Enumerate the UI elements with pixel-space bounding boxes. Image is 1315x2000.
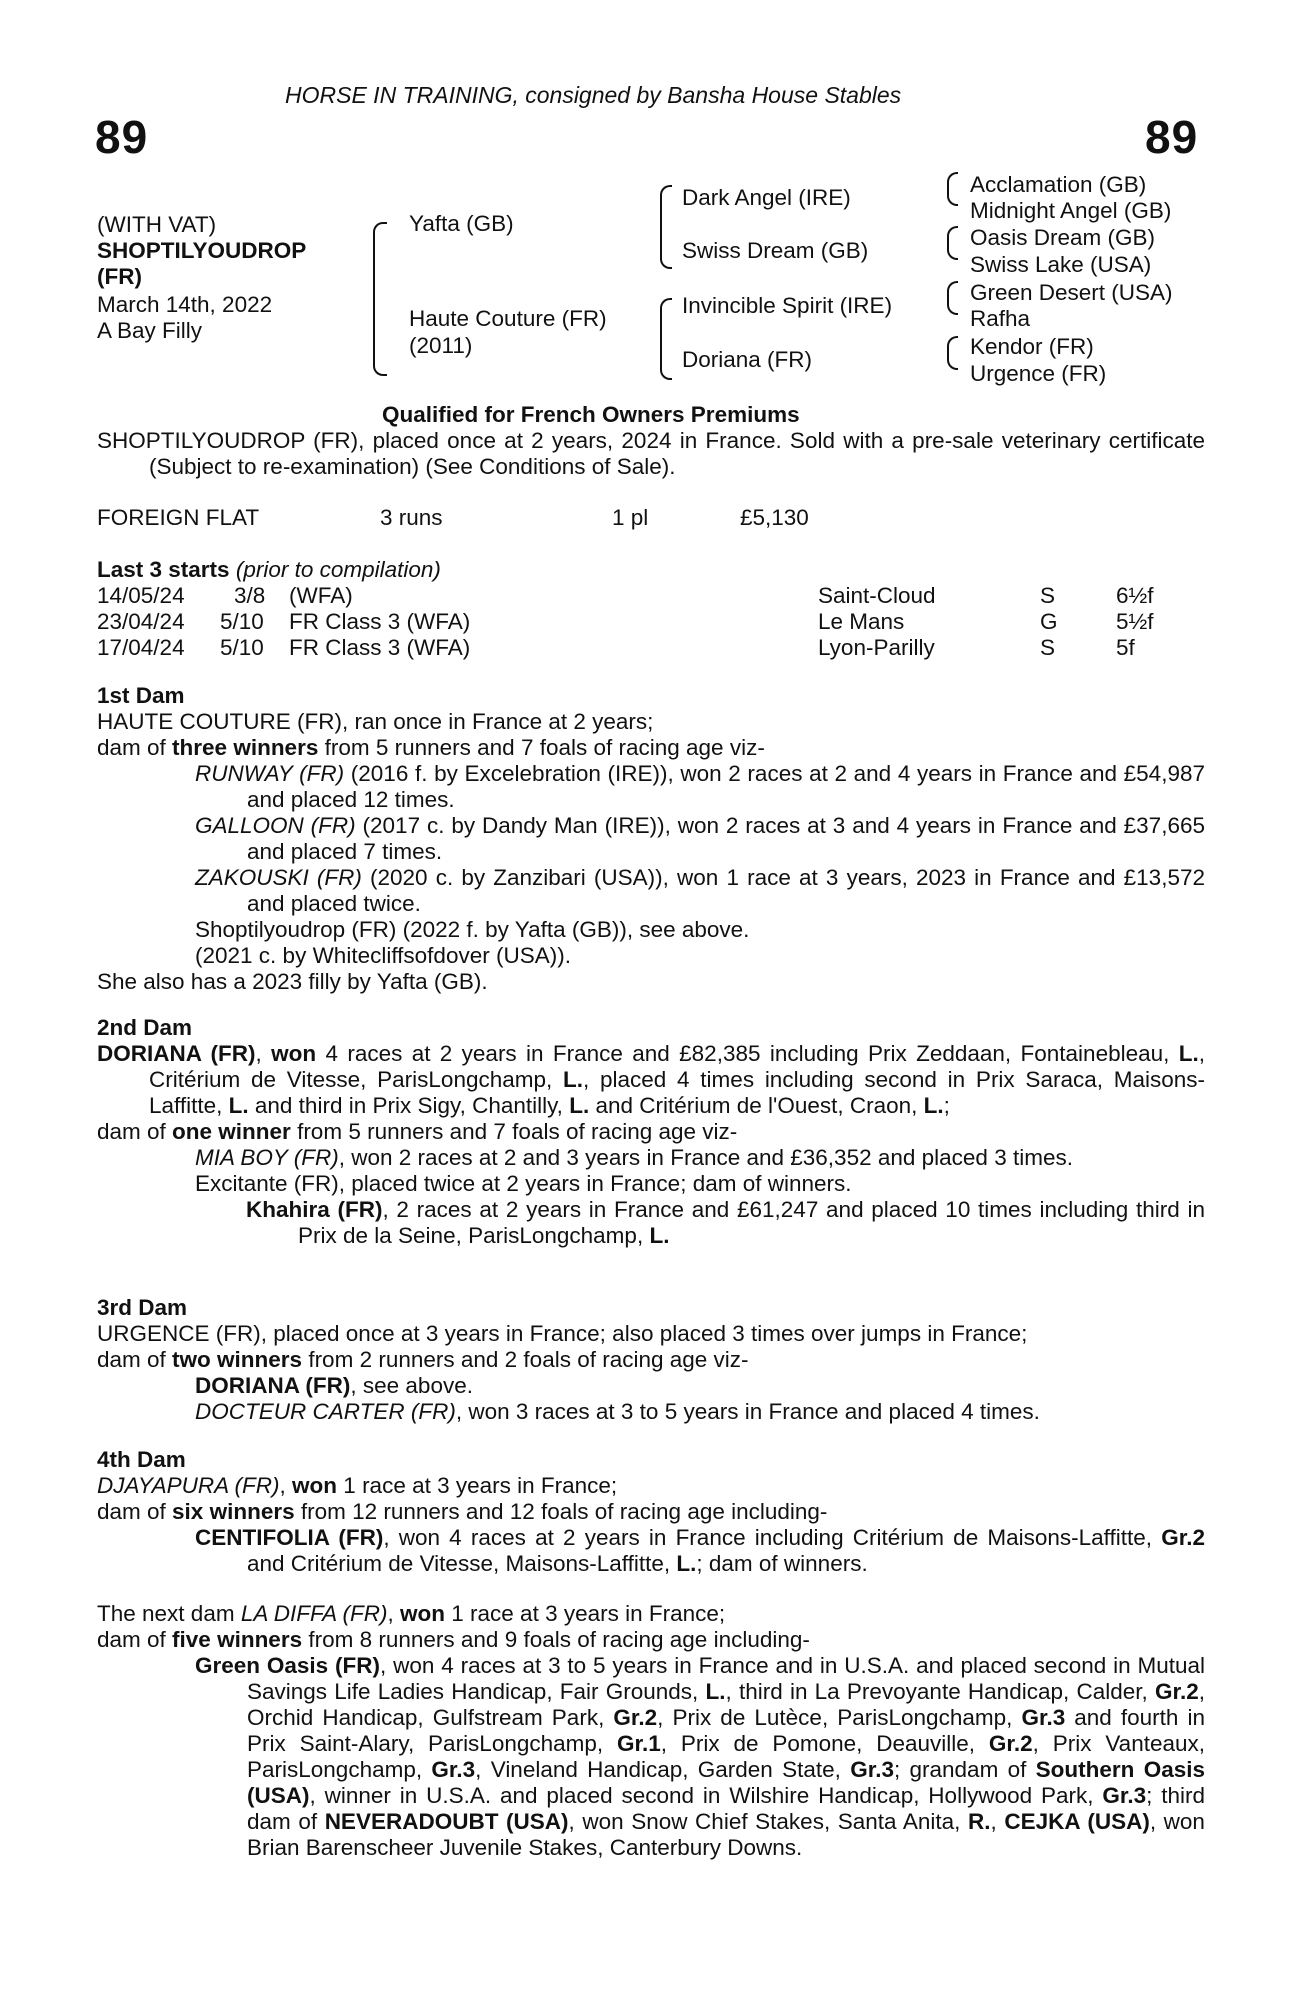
third-dam-heading: 3rd Dam — [97, 1295, 188, 1320]
pedigree-brace-sire — [660, 185, 672, 269]
third-dam-produce-line: dam of two winners from 2 runners and 2 foals of racing age viz- — [97, 1347, 749, 1372]
first-dam-produce-line: dam of three winners from 5 runners and 7 foals of racing age viz- — [97, 735, 765, 760]
produce-khahira: Khahira (FR), 2 races at 2 years in France and £61,247 and placed 10 times including third in Prix de la Seine, ParisLongchamp, L. — [246, 1197, 1206, 1248]
produce-2021-colt: (2021 c. by Whitecliffsofdover (USA)). — [195, 943, 571, 968]
foaling-date: March 14th, 2022 — [97, 292, 273, 317]
intro-text: SHOPTILYOUDROP (FR), placed once at 2 years, 2024 in France. Sold with a pre-sale veterinary certificate (Subject to re-examination) (See Conditions of Sale). — [97, 428, 1205, 479]
horse-description: A Bay Filly — [97, 318, 203, 343]
first-dam-also: She also has a 2023 filly by Yafta (GB). — [97, 969, 488, 994]
third-dam-section — [97, 1295, 1205, 1425]
pedigree-great-grandparent: Urgence (FR) — [970, 361, 1107, 386]
fourth-dam-heading: 4th Dam — [97, 1447, 186, 1472]
start-race: FR Class 3 (WFA) — [289, 635, 471, 660]
fourth-dam-produce-line: dam of six winners from 12 runners and 12 foals of racing age including- — [97, 1499, 828, 1524]
next-dam-produce-line: dam of five winners from 8 runners and 9 foals of racing age including- — [97, 1627, 810, 1652]
start-date: 17/04/24 — [97, 635, 185, 660]
third-dam-line: URGENCE (FR), placed once at 3 years in France; also placed 3 times over jumps in France; — [97, 1321, 1028, 1346]
pedigree-brace-gg3 — [947, 281, 958, 315]
start-distance: 5½f — [1116, 609, 1154, 634]
pedigree-great-grandparent: Rafha — [970, 306, 1031, 331]
start-race: FR Class 3 (WFA) — [289, 609, 471, 634]
last-starts-note: (prior to compilation) — [235, 557, 441, 582]
fourth-dam-section — [97, 1447, 1205, 1577]
first-dam-heading: 1st Dam — [97, 683, 185, 708]
produce-runway: RUNWAY (FR) (2016 f. by Excelebration (IRE)), won 2 races at 2 and 4 years in France and £54,987 and placed 12 times. — [195, 761, 1205, 812]
start-going: S — [1040, 583, 1056, 608]
form-category: FOREIGN FLAT — [97, 505, 260, 530]
intro-paragraph — [97, 428, 1205, 480]
start-position: 3/8 — [234, 583, 266, 608]
horse-name-line1: SHOPTILYOUDROP — [97, 238, 307, 263]
start-distance: 5f — [1116, 635, 1135, 660]
start-position: 5/10 — [220, 609, 264, 634]
next-dam-line: The next dam LA DIFFA (FR), won 1 race at 3 years in France; — [97, 1601, 726, 1626]
pedigree-brace-gg1 — [947, 172, 958, 206]
fourth-dam-line: DJAYAPURA (FR), won 1 race at 3 years in France; — [97, 1473, 618, 1498]
last-starts-title: Last 3 starts — [97, 557, 230, 582]
start-going: G — [1040, 609, 1058, 634]
start-date: 23/04/24 — [97, 609, 185, 634]
start-date: 14/05/24 — [97, 583, 185, 608]
last-starts-heading — [97, 557, 441, 583]
pedigree-grandparent: Doriana (FR) — [682, 347, 813, 372]
pedigree-brace-gg2 — [947, 226, 958, 260]
start-course: Lyon-Parilly — [818, 635, 935, 660]
form-placings: 1 pl — [612, 505, 649, 530]
pedigree-dam-line2: (2011) — [409, 333, 473, 358]
start-position: 5/10 — [220, 635, 264, 660]
second-dam-section — [97, 1015, 1205, 1249]
produce-shoptilyoudrop: Shoptilyoudrop (FR) (2022 f. by Yafta (GB)), see above. — [195, 917, 750, 942]
first-dam-section — [97, 683, 1205, 995]
first-dam-line: HAUTE COUTURE (FR), ran once in France at 2 years; — [97, 709, 654, 734]
pedigree-great-grandparent: Acclamation (GB) — [970, 172, 1147, 197]
second-dam-record: DORIANA (FR), won 4 races at 2 years in France and £82,385 including Prix Zeddaan, Fontainebleau, L., Critérium de Vitesse, ParisLongchamp, L., placed 4 times including second in Prix Saraca, Maisons-Laffitte, L. and third in Prix Sigy, Chantilly, L. and Critérium de l'Ouest, Craon, L.; — [97, 1041, 1206, 1118]
horse-name-line2: (FR) — [97, 264, 142, 289]
lot-number-right: 89 — [1145, 111, 1199, 163]
pedigree-brace-gg4 — [947, 336, 958, 370]
pedigree-grandparent: Invincible Spirit (IRE) — [682, 293, 893, 318]
pedigree-great-grandparent: Kendor (FR) — [970, 334, 1094, 359]
pedigree-great-grandparent: Green Desert (USA) — [970, 280, 1173, 305]
pedigree-sire: Yafta (GB) — [409, 211, 514, 236]
form-runs: 3 runs — [380, 505, 443, 530]
pedigree-great-grandparent: Midnight Angel (GB) — [970, 198, 1172, 223]
start-course: Saint-Cloud — [818, 583, 936, 608]
pedigree-grandparent: Swiss Dream (GB) — [682, 238, 869, 263]
pedigree-great-grandparent: Swiss Lake (USA) — [970, 252, 1152, 277]
produce-centifolia: CENTIFOLIA (FR), won 4 races at 2 years in France including Critérium de Maisons-Laffitte, Gr.2 and Critérium de Vitesse, Maisons-Laffitte, L.; dam of winners. — [195, 1525, 1205, 1576]
produce-green-oasis: Green Oasis (FR), won 4 races at 3 to 5 years in France and in U.S.A. and placed second in Mutual Savings Life Ladies Handicap, Fair Grounds, L., third in La Prevoyante Handicap, Calder, Gr.2, Orchid Handicap, Gulfstream Park, Gr.2, Prix de Lutèce, ParisLongchamp, Gr.3 and fourth in Prix Saint-Alary, ParisLongchamp, Gr.1, Prix de Pomone, Deauville, Gr.2, Prix Vanteaux, ParisLongchamp, Gr.3, Vineland Handicap, Garden State, Gr.3; grandam of Southern Oasis (USA), winner in U.S.A. and placed second in Wilshire Handicap, Hollywood Park, Gr.3; third dam of NEVERADOUBT (USA), won Snow Chief Stakes, Santa Anita, R., CEJKA (USA), won Brian Barenscheer Juvenile Stakes, Canterbury Downs. — [195, 1653, 1205, 1860]
produce-docteur-carter: DOCTEUR CARTER (FR), won 3 races at 3 to 5 years in France and placed 4 times. — [195, 1399, 1040, 1424]
second-dam-heading: 2nd Dam — [97, 1015, 193, 1040]
pedigree-grandparent: Dark Angel (IRE) — [682, 185, 851, 210]
form-earnings: £5,130 — [740, 505, 809, 530]
produce-zakouski: ZAKOUSKI (FR) (2020 c. by Zanzibari (USA)), won 1 race at 3 years, 2023 in France and £13,572 and placed twice. — [195, 865, 1205, 916]
pedigree-great-grandparent: Oasis Dream (GB) — [970, 225, 1156, 250]
next-dam-section — [97, 1601, 1205, 1861]
vat-note: (WITH VAT) — [97, 212, 217, 237]
produce-doriana: DORIANA (FR), see above. — [195, 1373, 473, 1398]
produce-excitante: Excitante (FR), placed twice at 2 years in France; dam of winners. — [195, 1171, 852, 1196]
page-header-title: HORSE IN TRAINING, consigned by Bansha House Stables — [285, 82, 902, 108]
produce-galloon: GALLOON (FR) (2017 c. by Dandy Man (IRE)), won 2 races at 3 and 4 years in France and £37,665 and placed 7 times. — [195, 813, 1205, 864]
start-distance: 6½f — [1116, 583, 1154, 608]
pedigree-brace-main — [373, 222, 387, 376]
pedigree-dam-line1: Haute Couture (FR) — [409, 306, 607, 331]
second-dam-produce-line: dam of one winner from 5 runners and 7 foals of racing age viz- — [97, 1119, 738, 1144]
start-going: S — [1040, 635, 1056, 660]
produce-mia-boy: MIA BOY (FR), won 2 races at 2 and 3 years in France and £36,352 and placed 3 times. — [195, 1145, 1073, 1170]
qualified-note: Qualified for French Owners Premiums — [382, 402, 800, 427]
pedigree-brace-dam — [660, 298, 672, 380]
lot-number-left: 89 — [95, 111, 149, 163]
start-course: Le Mans — [818, 609, 905, 634]
start-race: (WFA) — [289, 583, 353, 608]
